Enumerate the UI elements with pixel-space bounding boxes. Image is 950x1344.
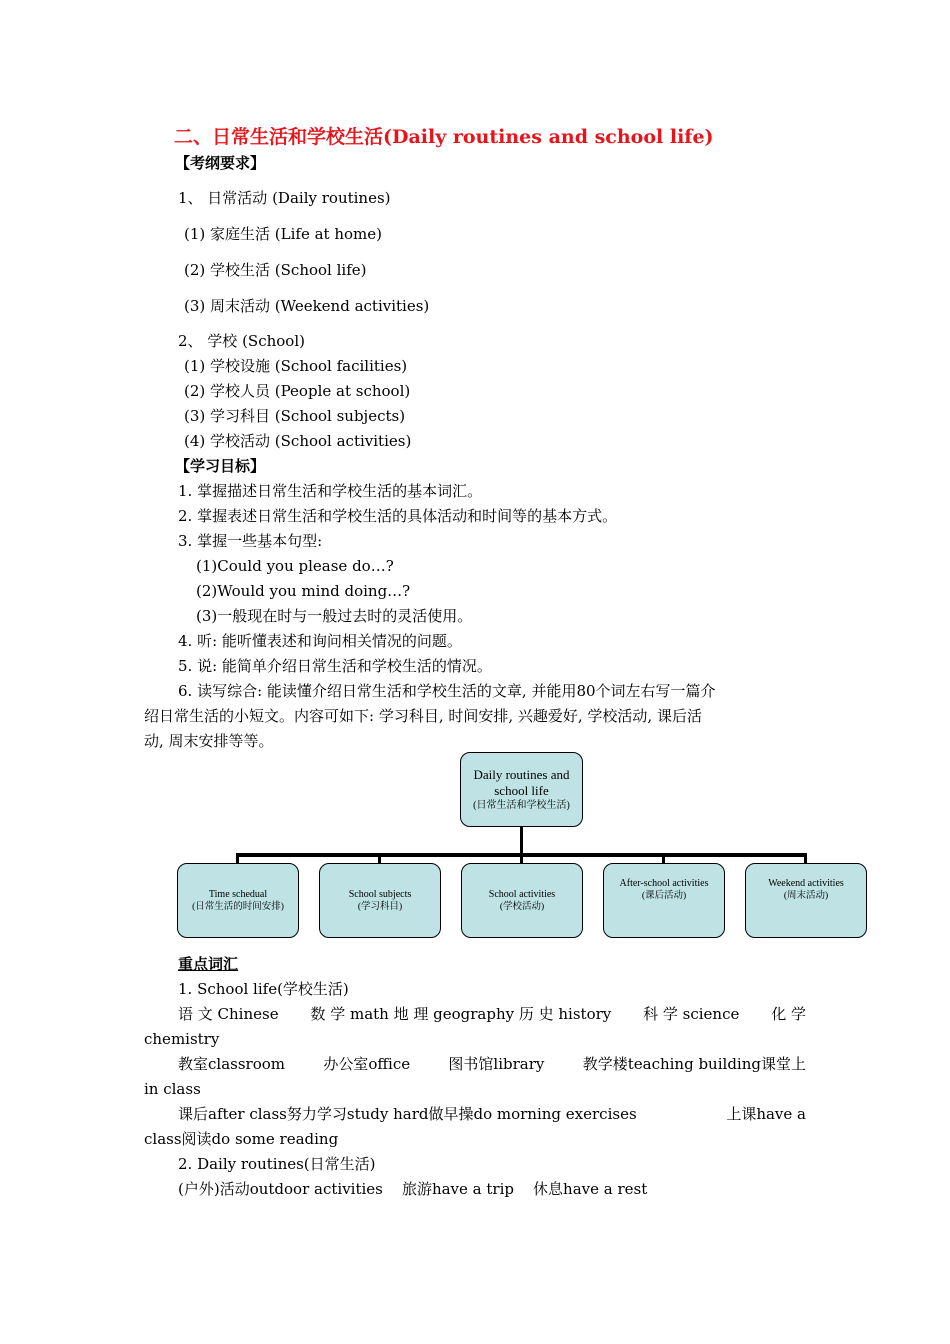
vocab-term: 数 学 math 地 理 geography 历 史 history — [310, 1005, 612, 1023]
vocab-line — [178, 1004, 806, 1024]
goal-subitem: (3)一般现在时与一般过去时的灵活使用。 — [196, 607, 473, 625]
syllabus-subitem: (3) 周末活动 (Weekend activities) — [184, 297, 430, 315]
chart-child-label: School subjects — [348, 888, 412, 900]
chart-child-label: Time schedual — [208, 888, 268, 900]
chart-connector-drop — [520, 853, 523, 863]
chart-child-node — [319, 863, 441, 938]
chart-root-label: Daily routines and school life — [473, 767, 570, 798]
chart-root-node — [460, 752, 583, 827]
vocab-term: 上课have a — [726, 1105, 806, 1123]
chart-child-node — [461, 863, 583, 938]
chart-connector-drop — [378, 853, 381, 863]
vocab-term: 教室classroom — [178, 1055, 285, 1073]
chart-child-sublabel: (日常生活的时间安排) — [192, 901, 284, 912]
vocab-term: 图书馆library — [448, 1055, 545, 1073]
chart-connector-drop — [236, 853, 239, 863]
section-label-vocab: 重点词汇 — [178, 955, 239, 973]
vocab-line-continuation: class阅读do some reading — [144, 1130, 339, 1148]
chart-child-label: After-school activities — [619, 878, 709, 889]
vocab-section-title: 2. Daily routines(日常生活) — [178, 1155, 376, 1173]
chart-child-sublabel: (学校活动) — [499, 901, 545, 912]
goal-item-continuation: 动, 周末安排等等。 — [144, 732, 274, 750]
syllabus-item-2: 2、 学校 (School) — [178, 332, 305, 350]
goal-item: 2. 掌握表述日常生活和学校生活的具体活动和时间等的基本方式。 — [178, 507, 618, 525]
vocab-term: 办公室office — [323, 1055, 411, 1073]
vocab-line-continuation: chemistry — [144, 1030, 220, 1048]
goal-item: 4. 听: 能听懂表述和询问相关情况的问题。 — [178, 632, 462, 650]
vocab-term: 化 学 — [771, 1005, 806, 1023]
goal-subitem: (2)Would you mind doing…? — [196, 582, 411, 600]
vocab-term: 科 学 science — [643, 1005, 740, 1023]
goal-item: 3. 掌握一些基本句型: — [178, 532, 323, 550]
goal-item: 5. 说: 能简单介绍日常生活和学校生活的情况。 — [178, 657, 492, 675]
vocab-term: 课后after class努力学习study hard做早操do morning exercises — [178, 1105, 637, 1123]
vocab-line: (户外)活动outdoor activities 旅游have a trip 休息have a rest — [178, 1180, 648, 1198]
goal-item-continuation: 绍日常生活的小短文。内容可如下: 学习科目, 时间安排, 兴趣爱好, 学校活动, 课后活 — [144, 707, 702, 725]
syllabus-subitem: (2) 学校生活 (School life) — [184, 261, 367, 279]
vocab-line-continuation: in class — [144, 1080, 201, 1098]
chart-child-node — [177, 863, 299, 938]
goal-item: 1. 掌握描述日常生活和学校生活的基本词汇。 — [178, 482, 483, 500]
chart-child-node — [603, 863, 725, 938]
chart-child-label: School activities — [488, 888, 556, 900]
chart-connector-drop — [662, 853, 665, 863]
syllabus-subitem: (1) 家庭生活 (Life at home) — [184, 225, 382, 243]
syllabus-subitem: (2) 学校人员 (People at school) — [184, 382, 411, 400]
syllabus-item-1: 1、 日常活动 (Daily routines) — [178, 189, 391, 207]
vocab-line — [178, 1104, 806, 1124]
chart-child-sublabel: (学习科目) — [357, 901, 403, 912]
section-label-goals: 【学习目标】 — [175, 457, 266, 475]
chart-child-sublabel: (课后活动) — [641, 891, 687, 901]
vocab-term: 教学楼teaching building课堂上 — [582, 1055, 806, 1073]
chart-root-sublabel: (日常生活和学校生活) — [473, 800, 570, 811]
chart-connector-drop — [804, 853, 807, 863]
chart-connector-vertical — [520, 827, 523, 855]
goal-subitem: (1)Could you please do…? — [196, 557, 394, 575]
chart-child-label: Weekend activities — [768, 878, 844, 889]
vocab-line — [178, 1054, 806, 1074]
chart-child-sublabel: (周末活动) — [783, 891, 829, 901]
page-title: 二、日常生活和学校生活(Daily routines and school life) — [174, 126, 714, 148]
syllabus-subitem: (3) 学习科目 (School subjects) — [184, 407, 406, 425]
section-label-syllabus: 【考纲要求】 — [175, 154, 266, 172]
goal-item: 6. 读写综合: 能读懂介绍日常生活和学校生活的文章, 并能用80个词左右写一篇介 — [178, 682, 716, 700]
vocab-section-title: 1. School life(学校生活) — [178, 980, 349, 998]
vocab-term: 语 文 Chinese — [178, 1005, 279, 1023]
syllabus-subitem: (4) 学校活动 (School activities) — [184, 432, 412, 450]
syllabus-subitem: (1) 学校设施 (School facilities) — [184, 357, 408, 375]
chart-child-node — [745, 863, 867, 938]
